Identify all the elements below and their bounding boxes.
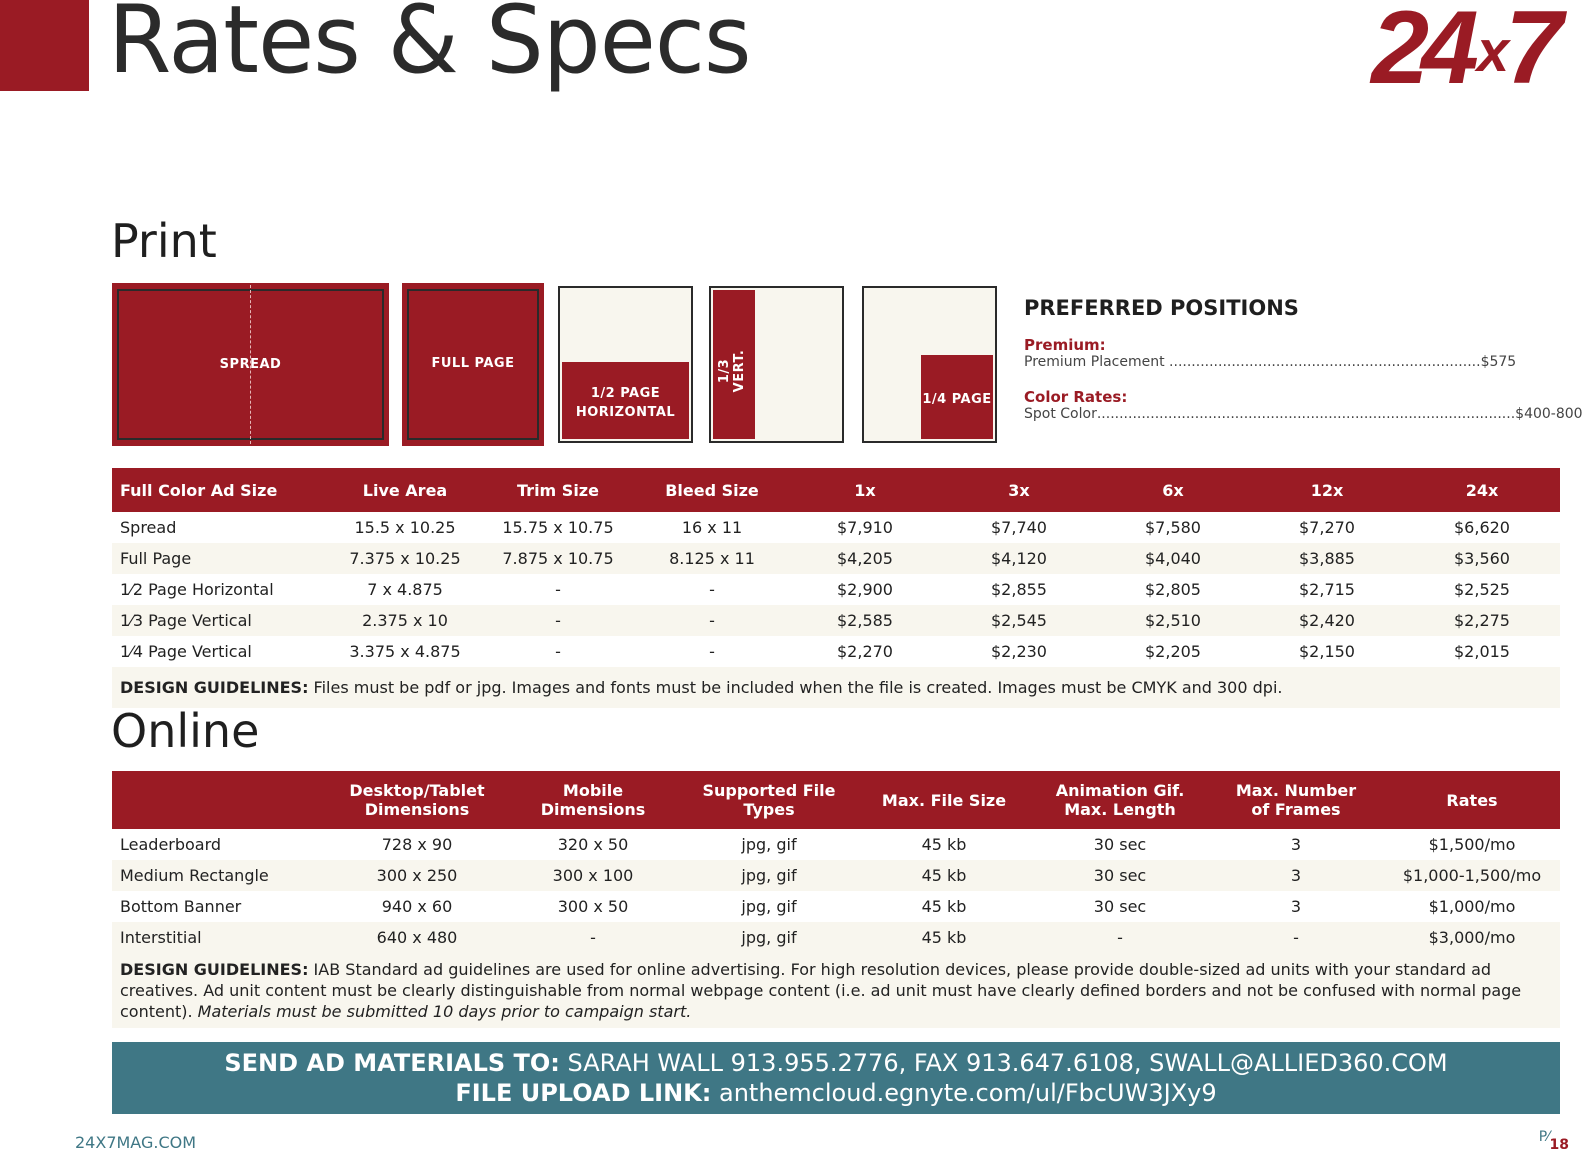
header-line: Max. Number (1235, 781, 1357, 800)
print-col-header: Live Area (330, 468, 480, 512)
print-col-header: Full Color Ad Size (112, 468, 330, 512)
table-row (112, 636, 1560, 667)
table-cell: 1⁄3 Page Vertical (112, 605, 330, 636)
page-number-prefix: P (1538, 1129, 1548, 1145)
print-col-header: 3x (942, 468, 1096, 512)
table-cell: $1,000/mo (1428, 897, 1516, 916)
banner-contact-label: SEND AD MATERIALS TO: (224, 1049, 560, 1077)
ad-half-page-label-line2: HORIZONTAL (575, 405, 676, 420)
table-cell: $2,230 (991, 642, 1047, 661)
table-row (112, 605, 1560, 636)
header-line: Supported File Types (702, 781, 836, 819)
premium-line (1024, 354, 1517, 370)
page-number: P⁄18 (1538, 1129, 1569, 1153)
table-cell: Medium Rectangle (112, 860, 330, 891)
banner-upload-label: FILE UPLOAD LINK: (455, 1079, 712, 1107)
table-cell: 30 sec (1032, 860, 1208, 891)
table-cell: $7,740 (991, 518, 1047, 537)
print-col-header: 24x (1404, 468, 1560, 512)
premium-price: $575 (1480, 354, 1517, 370)
color-price: $400-800 (1515, 406, 1583, 422)
table-cell: 16 x 11 (681, 518, 743, 537)
print-rates-table (112, 468, 1560, 708)
table-cell: - (555, 642, 561, 661)
table-cell: - (1032, 922, 1208, 953)
table-cell: 940 x 60 (381, 897, 453, 916)
logo-x: x (1476, 19, 1502, 84)
table-cell: 320 x 50 (557, 835, 629, 854)
table-cell: 3.375 x 4.875 (349, 642, 461, 661)
online-rates-table (112, 771, 1560, 1028)
header-line: Max. Length (1064, 800, 1176, 819)
table-cell: $2,275 (1404, 605, 1560, 636)
table-cell: 3 (1290, 897, 1302, 916)
header-red-block (0, 0, 89, 91)
print-design-guidelines (112, 667, 1560, 708)
online-col-header (1384, 771, 1560, 829)
guidelines-deadline: Materials must be submitted 10 days prior to campaign start. (197, 1002, 692, 1021)
color-leader: .............................................................................................. (1096, 406, 1516, 422)
table-cell: $4,040 (1096, 543, 1250, 574)
print-guidelines-row (112, 667, 1560, 708)
guidelines-text: Files must be pdf or jpg. Images and fonts must be included when the file is created. Images must be CMYK and 300 dpi. (308, 678, 1283, 697)
table-row (112, 922, 1560, 953)
print-col-header: 6x (1096, 468, 1250, 512)
table-cell: - (555, 580, 561, 599)
table-cell: $2,805 (1145, 580, 1201, 599)
ad-half-page-label-line1: 1/2 PAGE (590, 386, 661, 401)
banner-line-upload (112, 1078, 1560, 1108)
header-line: of Frames (1251, 800, 1341, 819)
premium-leader: ...................................................................... (1164, 354, 1481, 370)
header-line: Max. File Size (881, 790, 1007, 810)
banner-line-contact (112, 1048, 1560, 1078)
print-table-header (112, 468, 1560, 512)
table-cell: $4,205 (788, 543, 942, 574)
table-cell: 640 x 480 (330, 922, 504, 953)
page-title: Rates & Specs (108, 0, 751, 95)
brand-logo (1371, 0, 1555, 106)
preferred-positions (1024, 296, 1583, 422)
table-cell: 7.875 x 10.75 (480, 543, 636, 574)
table-row (112, 543, 1560, 574)
table-cell: $2,715 (1299, 580, 1355, 599)
online-design-guidelines (112, 953, 1560, 1028)
table-cell: jpg, gif (682, 860, 856, 891)
online-col-header (504, 771, 682, 829)
table-cell: $2,585 (788, 605, 942, 636)
online-col-header (1032, 771, 1208, 829)
table-cell: 1⁄4 Page Vertical (120, 642, 252, 661)
online-section-title: Online (111, 704, 260, 758)
header-line: Dimensions (364, 800, 470, 819)
footer-website-link[interactable]: 24X7MAG.COM (75, 1133, 197, 1152)
color-line (1024, 406, 1583, 422)
table-cell: 728 x 90 (381, 835, 453, 854)
table-cell: 300 x 50 (557, 897, 629, 916)
table-cell: 7.375 x 10.25 (330, 543, 480, 574)
header-line: Mobile (562, 781, 624, 800)
table-cell: - (709, 642, 715, 661)
print-col-header: 1x (788, 468, 942, 512)
ad-full-page-diagram (402, 283, 544, 446)
guidelines-label: DESIGN GUIDELINES: (120, 960, 309, 979)
table-cell: Spread (120, 518, 177, 537)
page-number-value: 18 (1549, 1137, 1569, 1153)
table-cell: 30 sec (1093, 897, 1147, 916)
table-cell: $7,580 (1145, 518, 1201, 537)
premium-label: Premium: (1024, 336, 1106, 354)
send-materials-banner (112, 1042, 1560, 1114)
print-section-title: Print (111, 214, 217, 268)
table-cell: - (480, 605, 636, 636)
table-cell: $2,150 (1299, 642, 1355, 661)
ad-spread-diagram (112, 283, 389, 446)
table-cell: - (709, 580, 715, 599)
ad-spread-label: SPREAD (219, 357, 282, 372)
table-cell: 30 sec (1093, 835, 1147, 854)
preferred-positions-title: PREFERRED POSITIONS (1024, 296, 1299, 320)
table-cell: $2,510 (1096, 605, 1250, 636)
table-cell: 45 kb (856, 922, 1032, 953)
logo-main: 24 (1371, 0, 1471, 106)
color-item: Spot Color (1024, 406, 1097, 422)
table-cell: 300 x 250 (330, 860, 504, 891)
table-cell: 3 (1208, 860, 1384, 891)
table-cell: $2,525 (1454, 580, 1510, 599)
logo-end: 7 (1505, 0, 1555, 106)
table-cell: 3 (1290, 835, 1302, 854)
online-col-header (1208, 771, 1384, 829)
guidelines-text: IAB Standard ad guidelines are used for online advertising. For high resolution devices, please provide double-sized ad units with your standard ad creatives. Ad unit content must be clearly distinguishable from normal webpage content (i.e. ad unit must have clearly defined borders and not be confused with normal page content). (120, 960, 1522, 1021)
table-cell: 15.5 x 10.25 (354, 518, 456, 537)
online-guidelines-row (112, 953, 1560, 1028)
online-col-header (330, 771, 504, 829)
table-cell: 1⁄2 Page Horizontal (120, 580, 274, 599)
table-cell: Bottom Banner (120, 897, 242, 916)
premium-item: Premium Placement (1024, 354, 1165, 370)
table-cell: jpg, gif (741, 897, 797, 916)
color-rates-label: Color Rates: (1024, 388, 1128, 406)
table-cell: Full Page (112, 543, 330, 574)
table-cell: $4,120 (942, 543, 1096, 574)
ad-third-vertical-diagram (709, 286, 844, 443)
ad-quarter-page-label: 1/4 PAGE (922, 392, 992, 407)
table-cell: $1,000-1,500/mo (1384, 860, 1560, 891)
table-cell: jpg, gif (741, 835, 797, 854)
online-col-header (112, 771, 330, 829)
ad-third-vertical-label: 1/3 VERT. (717, 349, 747, 393)
table-cell: $2,015 (1454, 642, 1510, 661)
print-col-header: 12x (1250, 468, 1404, 512)
online-col-header (682, 771, 856, 829)
table-cell: $3,560 (1404, 543, 1560, 574)
table-cell: $2,900 (837, 580, 893, 599)
table-row (112, 891, 1560, 922)
table-cell: $1,500/mo (1428, 835, 1516, 854)
online-col-header (856, 771, 1032, 829)
table-cell: - (504, 922, 682, 953)
header-line: Dimensions (540, 800, 646, 819)
header-line: Rates (1446, 790, 1498, 810)
online-table-header (112, 771, 1560, 829)
banner-contact-text: SARAH WALL 913.955.2776, FAX 913.647.6108, SWALL@ALLIED360.COM (559, 1049, 1448, 1077)
table-cell: Interstitial (112, 922, 330, 953)
table-cell: - (1208, 922, 1384, 953)
table-cell: - (636, 605, 788, 636)
ad-full-page-label: FULL PAGE (431, 356, 515, 371)
ad-half-page-diagram (558, 286, 693, 443)
table-cell: 45 kb (921, 835, 967, 854)
table-cell: $2,545 (942, 605, 1096, 636)
table-row (112, 829, 1560, 860)
guidelines-label: DESIGN GUIDELINES: (120, 678, 309, 697)
table-cell: 300 x 100 (504, 860, 682, 891)
table-cell: Leaderboard (120, 835, 222, 854)
table-cell: $7,270 (1299, 518, 1355, 537)
table-cell: 7 x 4.875 (367, 580, 443, 599)
ad-quarter-page-diagram (862, 286, 997, 443)
table-cell: $2,420 (1250, 605, 1404, 636)
table-cell: jpg, gif (682, 922, 856, 953)
table-cell: $2,270 (837, 642, 893, 661)
table-cell: 45 kb (856, 860, 1032, 891)
header-line: Desktop/Tablet (349, 781, 485, 800)
print-col-header: Bleed Size (636, 468, 788, 512)
table-row (112, 512, 1560, 543)
table-cell: 2.375 x 10 (330, 605, 480, 636)
table-row (112, 860, 1560, 891)
banner-upload-link[interactable]: anthemcloud.egnyte.com/ul/FbcUW3JXy9 (711, 1079, 1217, 1107)
ad-half-page-label (560, 384, 691, 422)
table-cell: $7,910 (837, 518, 893, 537)
table-cell: 15.75 x 10.75 (502, 518, 614, 537)
table-cell: $3,000/mo (1384, 922, 1560, 953)
table-cell: 45 kb (921, 897, 967, 916)
table-cell: 8.125 x 11 (636, 543, 788, 574)
table-cell: $6,620 (1454, 518, 1510, 537)
print-col-header: Trim Size (480, 468, 636, 512)
table-row (112, 574, 1560, 605)
table-cell: $3,885 (1250, 543, 1404, 574)
header-line: Animation Gif. (1055, 781, 1185, 800)
table-cell: $2,205 (1145, 642, 1201, 661)
table-cell: $2,855 (991, 580, 1047, 599)
